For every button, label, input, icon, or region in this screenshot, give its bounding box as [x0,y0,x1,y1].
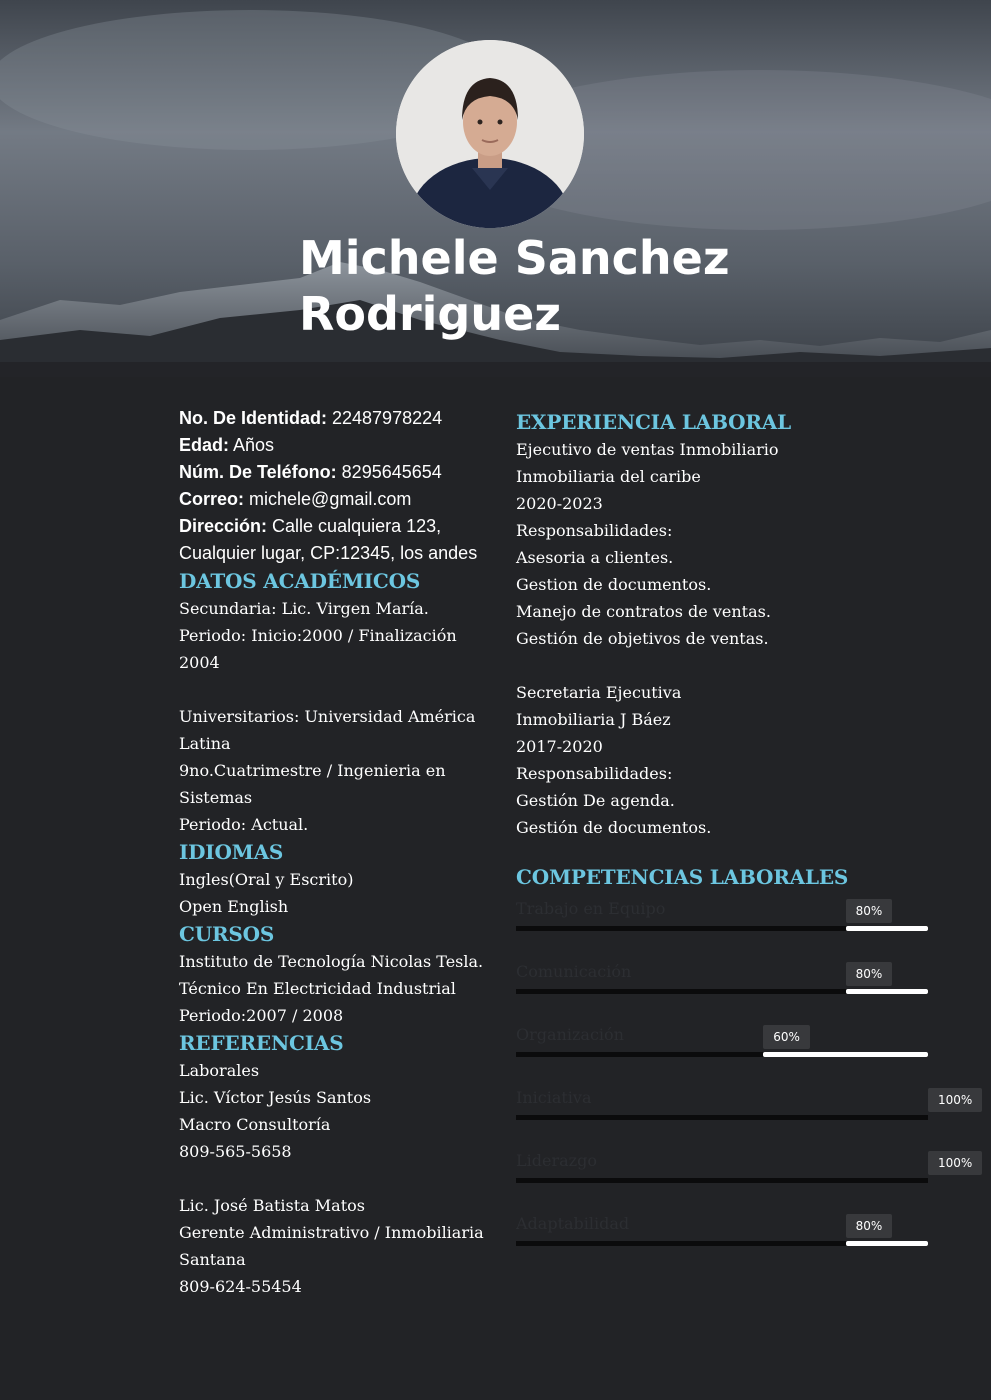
reference-line: 809-624-55454 [179,1277,302,1296]
skill-level-fill [846,989,928,994]
experience-line: Asesoria a clientes. [516,548,674,567]
skill-item [516,962,928,1031]
courses-list [179,948,499,1029]
experience-line: Inmobiliaria del caribe [516,467,701,486]
contact-label: Correo: [179,489,245,509]
languages-list [179,866,499,920]
skills-list [516,899,973,1283]
reference-spacer [179,1165,499,1192]
courses-title: CURSOS [179,922,275,946]
skill-item [516,899,928,968]
experience-line: 2020-2023 [516,494,603,513]
reference-line: Lic. José Batista Matos [179,1196,365,1215]
experience-line: Gestión De agenda. [516,791,675,810]
course-line: Técnico En Electricidad Industrial [179,979,456,998]
academics-line: Periodo: Inicio:2000 / Finalización [179,626,457,645]
experience-line: Gestión de objetivos de ventas. [516,629,769,648]
experience-line: Gestion de documentos. [516,575,712,594]
skill-percent-badge: 80% [846,899,893,923]
section-gap [516,841,936,863]
person-avatar-icon [396,40,584,228]
name-line-2: Rodriguez [299,287,562,341]
experience-line: Secretaria Ejecutiva [516,683,682,702]
experience-line: Ejecutivo de ventas Inmobiliario [516,440,779,459]
skills-title: COMPETENCIAS LABORALES [516,865,849,889]
contact-value: Años [229,435,275,455]
skill-percent-badge: 80% [846,1214,893,1238]
skill-track [516,1178,928,1183]
skill-label: Liderazgo [516,1151,597,1170]
academics-line: Latina [179,734,231,753]
skill-label: Organización [516,1025,624,1044]
left-column [179,405,499,1300]
contact-info [179,405,499,567]
skill-track [516,1115,928,1120]
experience-line: 2017-2020 [516,737,603,756]
contact-line [179,459,499,486]
reference-line: Laborales [179,1061,260,1080]
skill-label: Comunicación [516,962,632,981]
contact-value: 22487978224 [327,408,443,428]
academics-line: Periodo: Actual. [179,815,309,834]
reference-line: 809-565-5658 [179,1142,292,1161]
contact-value: 8295645654 [336,462,442,482]
experience-line: Gestión de documentos. [516,818,712,837]
name-line-1: Michele Sanchez [299,231,730,285]
experience-line: Responsabilidades: [516,764,673,783]
academics-spacer [179,676,499,703]
contact-label: No. De Identidad: [179,408,327,428]
references-title: REFERENCIAS [179,1031,344,1055]
skill-percent-badge: 100% [928,1088,982,1112]
candidate-name [299,230,799,342]
contact-line [179,486,499,513]
academics-list [179,595,499,838]
course-line: Instituto de Tecnología Nicolas Tesla. [179,952,484,971]
course-line: Periodo:2007 / 2008 [179,1006,344,1025]
skill-label: Iniciativa [516,1088,592,1107]
skill-item [516,1214,928,1283]
reference-line: Santana [179,1250,246,1269]
contact-value: Calle cualquiera 123, [267,516,442,536]
skill-item [516,1088,973,1157]
experience-title: EXPERIENCIA LABORAL [516,410,791,434]
language-item: Open English [179,897,289,916]
experience-line: Manejo de contratos de ventas. [516,602,771,621]
skill-level-fill [846,1241,928,1246]
contact-line [179,405,499,432]
skill-item [516,1025,928,1094]
academics-line: Universitarios: Universidad América [179,707,476,726]
contact-value: michele@gmail.com [244,489,412,509]
academics-line: Sistemas [179,788,253,807]
reference-line: Macro Consultoría [179,1115,331,1134]
experience-line: Responsabilidades: [516,521,673,540]
right-column [516,408,973,1283]
academics-line: Secundaria: Lic. Virgen María. [179,599,429,618]
contact-label: Dirección: [179,516,268,536]
academics-line: 9no.Cuatrimestre / Ingenieria en [179,761,446,780]
experience-list [516,436,936,841]
academics-line: 2004 [179,653,220,672]
language-item: Ingles(Oral y Escrito) [179,870,354,889]
skill-percent-badge: 100% [928,1151,982,1175]
skill-percent-badge: 60% [763,1025,810,1049]
contact-label: Núm. De Teléfono: [179,462,337,482]
experience-line: Inmobiliaria J Báez [516,710,671,729]
experience-spacer [516,652,936,679]
skill-item [516,1151,973,1220]
header-banner [0,0,991,377]
contact-line: Cualquier lugar, CP:12345, los andes [179,543,478,563]
skill-level-fill [763,1052,928,1057]
languages-title: IDIOMAS [179,840,284,864]
contact-line [179,432,499,459]
skill-level-fill [846,926,928,931]
reference-line: Gerente Administrativo / Inmobiliaria [179,1223,484,1242]
profile-photo [396,40,584,228]
skill-percent-badge: 80% [846,962,893,986]
contact-label: Edad: [179,435,230,455]
contact-line [179,513,499,540]
references-list [179,1057,499,1300]
academics-title: DATOS ACADÉMICOS [179,569,421,593]
skill-label: Trabajo en Equipo [516,899,666,918]
skill-label: Adaptabilidad [516,1214,630,1233]
reference-line: Lic. Víctor Jesús Santos [179,1088,372,1107]
